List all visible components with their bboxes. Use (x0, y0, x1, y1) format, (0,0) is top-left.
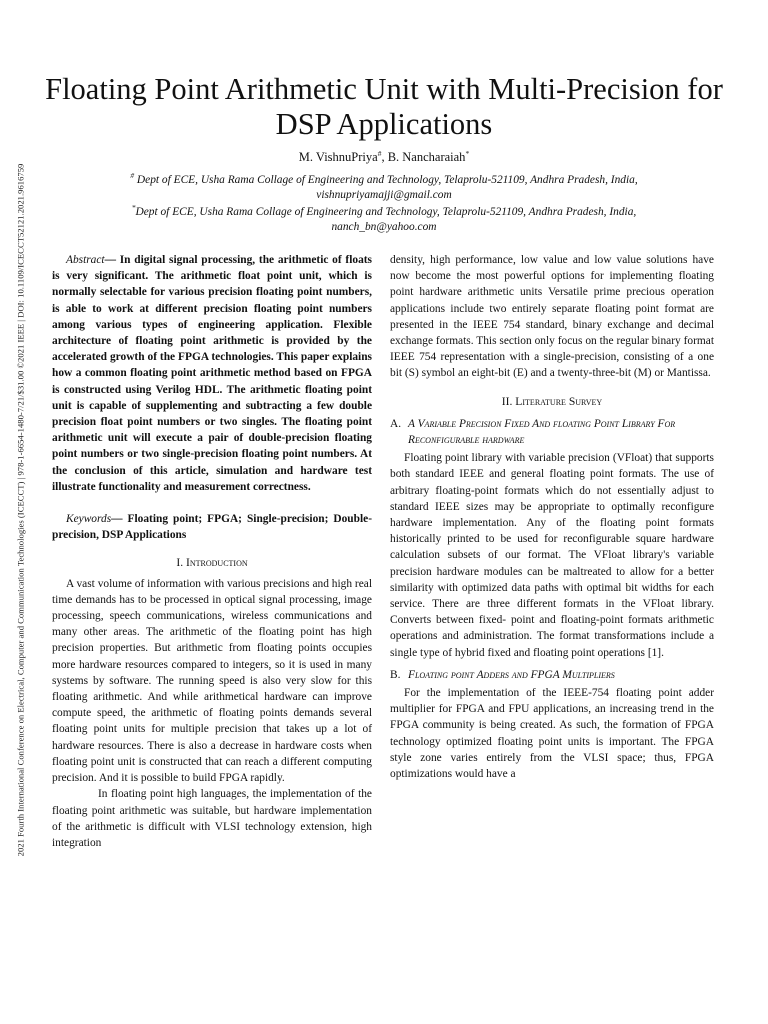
conference-sidebar (7, 120, 33, 900)
keywords-text: Floating point; FPGA; Single-precision; Double-precision, DSP Applications (52, 513, 372, 542)
author-2-name: B. Nancharaiah (387, 150, 466, 165)
subsection-b-number: B. (390, 668, 401, 681)
author-separator: , (381, 150, 388, 165)
paper-title: Floating Point Arithmetic Unit with Multi-Precision for DSP Applications (45, 72, 723, 141)
section-heading-literature-survey: II. Literature Survey (501, 394, 603, 408)
section-heading-introduction: I. Introduction (176, 556, 248, 570)
subsection-a-paragraph: Floating point library with variable precision (VFloat) that supports both standard IEEE and general floating point formats. The use of arbitrary floating-point formats which do not essentially adjust to standard IEEE sizes may be appropriate to optimally reconfigure hardware implementation. Any of the floating point formats historically printed to be used for reconfigurable square hardware calculation subsets of our format. The VFloat library's variable precision hardware modules can be maltreated to allow for a better similarity with optimized data paths with optimal bit widths for each service. There are three different formats in the VFloat library. Converts between fixed- point and floating-point formats arithmetic operations and administration. The format transformations include a single type of hybrid fixed and floating point operations [1]. (390, 452, 714, 659)
keywords-dash: — (111, 513, 128, 526)
keywords-label: Keywords (66, 513, 112, 526)
subsection-b-title: Floating point Adders and FPGA Multipliers (408, 668, 615, 681)
affiliation-2-email: nanch_bn@yahoo.com (331, 221, 437, 234)
abstract (52, 252, 372, 495)
affiliation-2-text: Dept of ECE, Usha Rama Collage of Engineering and Technology, Telaprolu-521109, Andhra Pradesh, India, (135, 205, 637, 218)
subsection-heading-b (390, 667, 714, 683)
affiliation-2-mark: * (131, 203, 136, 212)
affiliation-2 (40, 200, 728, 236)
left-column (52, 252, 372, 851)
subsection-heading-a (390, 416, 714, 448)
affiliation-1-mark: # (130, 171, 135, 180)
right-column (390, 252, 714, 782)
intro-paragraph-1: A vast volume of information with various precisions and high real time demands has to be processed in optical signal processing, image processing, speech communications, wireless communications and many other areas. The arithmetic of the floating point has high precision properties. But arithmetic from floating points occupies more hardware resources compared to integers, so it is used in many systems by software. The running speed is also very slow for this floating arithmetic. And while arithmetical hardware can improve compute speed, the arithmetic of floating points demands several floating point units for multiple precision that takes up a lot of hardware resources. There is also a decrease in hardware costs when floating point unit is constructed that can reach a different computing precision. And it is possible to build FPGA rapidly. (52, 577, 372, 785)
affiliation-1-text: Dept of ECE, Usha Rama Collage of Engineering and Technology, Telaprolu-521109, Andhra Pradesh, India, (134, 173, 638, 186)
author-1-name: M. VishnuPriya (298, 150, 378, 165)
abstract-dash: — (104, 254, 120, 266)
abstract-text: In digital signal processing, the arithmetic of floats is very significant. The arithmetic float point unit, which is normally selectable for various precision floating point numbers, is able to work at different precision floating point numbers among various types of engineering application. Flexible architecture of floating point arithmetic is provided by the accelerated growth of the FPGA technologies. This paper explains how a common floating point arithmetic method based on FPGA is constructed using Verilog HDL. The arithmetic floating point unit is capable of supplementing and subtracting a few double precision float point numbers or two singles. The floating point arithmetic unit will execute a pair of double-precision floating point numbers or two single-precision floating point numbers. At the conclusion of this article, simulation and hardware test illustrate functionality and measurement correctness. (52, 254, 372, 493)
keywords (52, 511, 372, 543)
affiliation-1 (40, 168, 728, 204)
subsection-a-title: A Variable Precision Fixed And floating Point Library For Reconfigurable hardware (408, 417, 676, 447)
abstract-label: Abstract (66, 254, 105, 266)
affiliation-1-email: vishnupriyamajji@gmail.com (316, 189, 452, 202)
conference-doi-text: 2021 Fourth International Conference on Electrical, Computer and Communication Technologies (ICECCT) | 978-1-6654-1480-7/21/$31.00 ©2021 IEEE | DOI: 10.1109/ICECCT52121.2021.9616759 (15, 163, 26, 857)
author-1-mark: # (377, 149, 382, 158)
intro-paragraph-continued: density, high performance, low value and low value solutions have now become the most powerful options for implementing floating point hardware arithmetic units Versatile prime precious operation applications include two entirely separate floating point format are presented in the IEEE 754 standard, binary exchange and decimal exchange formats. This section only focus on the regular binary format IEEE 754 representation with a single-precision, consisting of a one bit (S) symbol an eight-bit (E) and a twenty-three-bit (M) or Mantissa. (390, 254, 714, 380)
intro-paragraph-2: In floating point high languages, the implementation of the floating point arithmetic was suitable, but hardware implementation of the arithmetic is difficult with VLSI technology extension, high integration (52, 788, 372, 849)
subsection-b-paragraph: For the implementation of the IEEE-754 floating point adder multiplier for FPGA and FPU applications, an increasing trend in the FPGA community is being created. As such, the formation of FPGA technology optimized floating point units is important. The FPGA style zone varies entirely from the VLSI space; thus, FPGA optimizations would have a (390, 687, 714, 781)
subsection-a-number: A. (390, 417, 402, 430)
author-2-mark: * (465, 149, 470, 158)
author-line (40, 146, 728, 165)
